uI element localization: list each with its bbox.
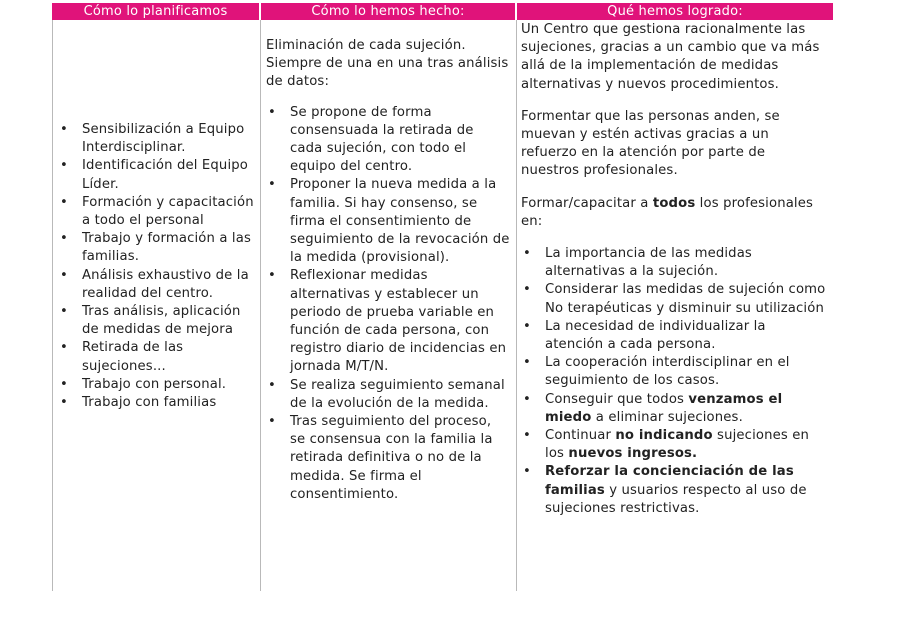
results-list xyxy=(521,245,827,518)
bullet-icon: • xyxy=(268,104,276,120)
header-results: Qué hemos logrado: xyxy=(517,3,833,20)
list-item: • Proponer la nueva medida a la familia. Si hay consenso, se firma el consentimiento de seguimiento de la revocación de la medida (provisional). xyxy=(268,177,510,266)
column-divider xyxy=(260,20,261,591)
list-item: • La necesidad de individualizar la atención a cada persona. xyxy=(523,318,766,353)
bullet-icon: • xyxy=(268,414,276,430)
list-item: • Reforzar la concienciación de las familias y usuarios respecto al uso de sujeciones restrictivas. xyxy=(523,464,807,516)
results-column xyxy=(521,21,827,518)
list-item: • La importancia de las medidas alternativas a la sujeción. xyxy=(523,246,752,280)
list-item: • Se realiza seguimiento semanal de la evolución de la medida. xyxy=(268,377,505,411)
list-item: • Trabajo con familias xyxy=(58,394,254,412)
list-item: • Reflexionar medidas alternativas y establecer un periodo de prueba variable en función de cada persona, con registro diario de incidencias en jornada M/T/N. xyxy=(268,268,507,375)
column-divider xyxy=(516,20,517,591)
bullet-icon: • xyxy=(523,246,531,262)
planning-list xyxy=(58,121,254,412)
list-item: • Trabajo con personal. xyxy=(58,376,254,394)
bullet-icon: • xyxy=(60,267,68,283)
list-item: • Se propone de forma consensuada la retirada de cada sujeción, con todo el equipo del centro. xyxy=(268,104,474,175)
bullet-icon: • xyxy=(268,377,276,393)
results-paragraph-3: Formar/capacitar a todos los profesionales en: xyxy=(521,195,814,229)
bullet-icon: • xyxy=(523,464,531,480)
results-paragraph-1: Un Centro que gestiona racionalmente las sujeciones, gracias a un cambio que va más allá de la implementación de medidas alternativas y nuevos procedimientos. xyxy=(521,22,820,92)
list-item: • Identificación del Equipo Líder. xyxy=(60,158,248,192)
bullet-icon: • xyxy=(60,122,68,137)
bullet-icon: • xyxy=(268,177,276,193)
list-item: • Continuar no indicando sujeciones en los nuevos ingresos. xyxy=(523,428,810,462)
list-item: • Análisis exhaustivo de la realidad del centro. xyxy=(60,267,249,301)
header-planning: Cómo lo planificamos xyxy=(52,3,259,20)
bullet-icon: • xyxy=(523,355,531,371)
list-item: • Conseguir que todos venzamos el miedo a eliminar sujeciones. xyxy=(523,391,783,425)
bullet-icon: • xyxy=(268,268,276,284)
header-execution: Cómo lo hemos hecho: xyxy=(261,3,515,20)
bullet-icon: • xyxy=(523,318,531,334)
execution-intro: Eliminación de cada sujeción. Siempre de una en una tras análisis de datos: xyxy=(266,38,509,90)
bullet-icon: • xyxy=(60,340,68,356)
bullet-icon: • xyxy=(60,395,68,411)
bullet-icon: • xyxy=(60,304,68,320)
results-paragraph-2: Formentar que las personas anden, se muevan y estén activas gracias a un refuerzo en la atención por parte de nuestros profesionales. xyxy=(521,108,780,179)
bullet-icon: • xyxy=(60,231,68,247)
column-divider xyxy=(52,20,53,591)
list-item: • Tras análisis, aplicación de medidas de mejora xyxy=(60,304,241,338)
list-item: • Retirada de las sujeciones... xyxy=(60,340,184,374)
list-item: • Formación y capacitación a todo el personal xyxy=(60,194,254,229)
list-item: • La cooperación interdisciplinar en el seguimiento de los casos. xyxy=(523,355,790,389)
execution-column xyxy=(266,37,510,504)
bullet-icon: • xyxy=(60,194,68,210)
list-item: • Sensibilización a Equipo Interdisciplinar. xyxy=(60,122,245,156)
execution-list xyxy=(266,104,510,504)
bullet-icon: • xyxy=(60,158,68,174)
bullet-icon: • xyxy=(60,376,68,392)
bullet-icon: • xyxy=(523,428,531,444)
list-item: • Considerar las medidas de sujeción como No terapéuticas y disminuir su utilización xyxy=(523,282,826,316)
bullet-icon: • xyxy=(523,282,531,298)
list-item: • Tras seguimiento del proceso, se consensua con la familia la retirada definitiva o no de la medida. Se firma el consentimiento. xyxy=(268,414,493,502)
results-table xyxy=(52,3,833,591)
bullet-icon: • xyxy=(523,391,531,407)
planning-column xyxy=(58,121,254,412)
list-item: • Trabajo y formación a las familias. xyxy=(60,231,251,265)
